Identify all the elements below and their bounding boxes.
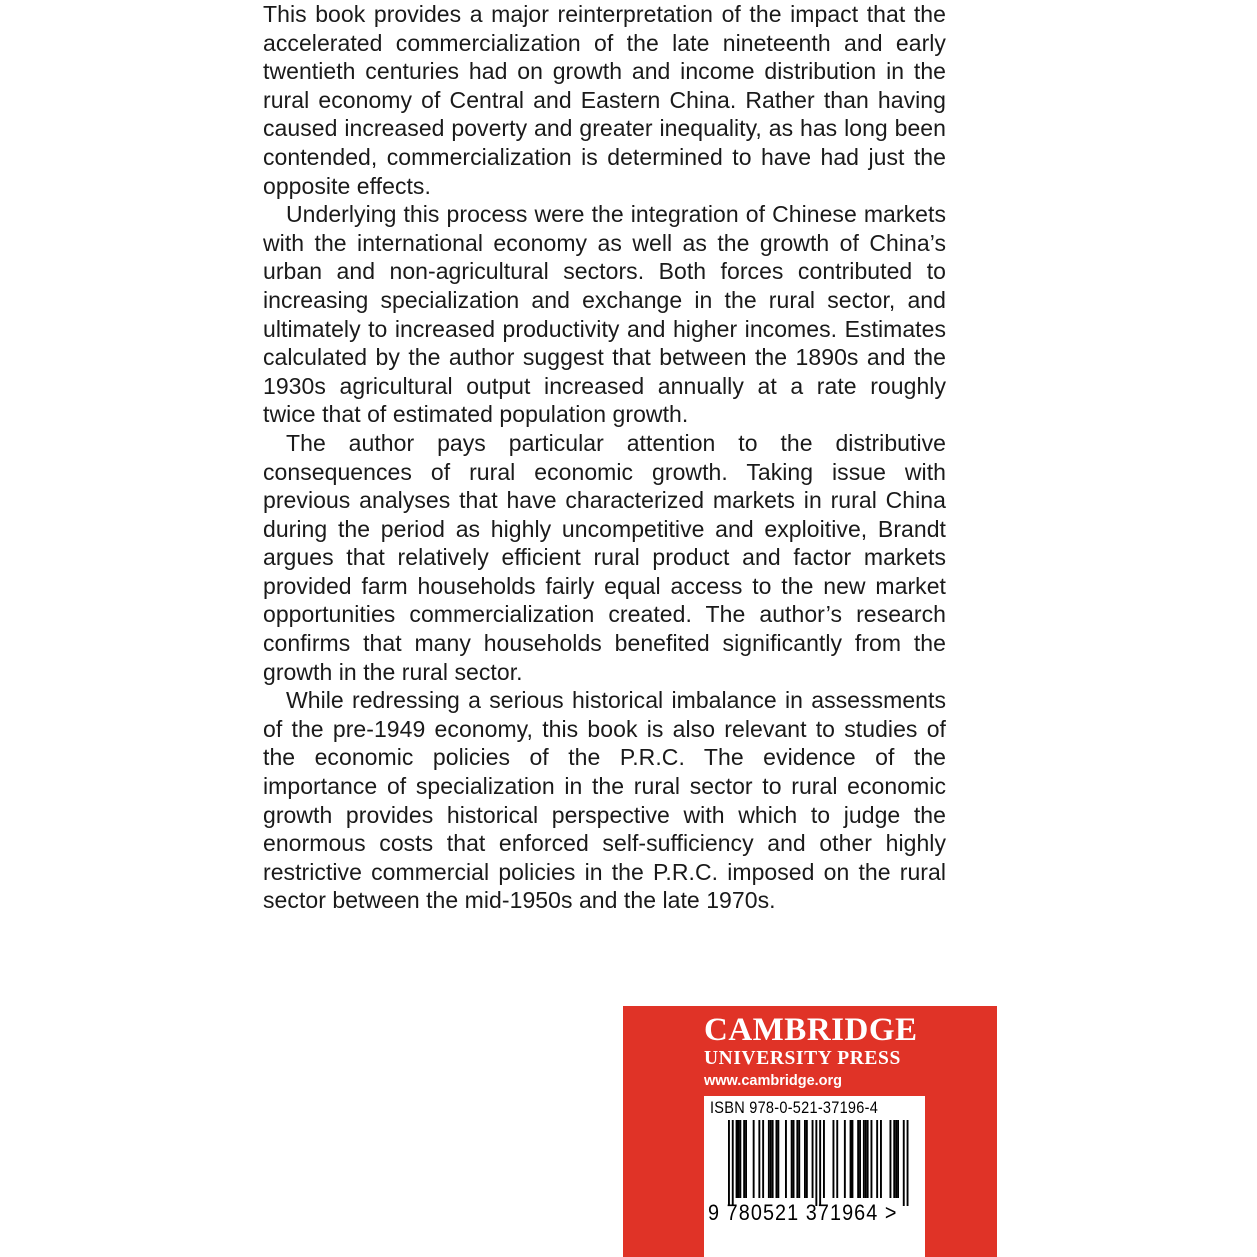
barcode-bar: [836, 1120, 838, 1198]
barcode-digits: 9 780521 371964 >: [708, 1200, 898, 1225]
barcode-bar: [871, 1120, 873, 1198]
barcode-bar: [852, 1120, 854, 1198]
barcode-bar: [833, 1120, 835, 1198]
barcode-bar: [758, 1120, 760, 1198]
barcode-bar: [812, 1120, 814, 1198]
barcode-bar: [895, 1120, 897, 1198]
barcode-bar: [815, 1120, 817, 1206]
barcode-bar: [876, 1120, 878, 1198]
publisher-panel: [623, 1006, 997, 1257]
barcode-bar: [738, 1120, 740, 1198]
barcode-bar: [804, 1120, 806, 1198]
blurb-paragraph-1: This book provides a major reinterpretation of the impact that the accelerated commercialization of the late nineteenth and early twentieth centuries had on growth and income distribution in the rural economy of Central and Eastern China. Rather than having caused increased poverty and greater inequality, as has long been contended, commercialization is determined to have had just the opposite effects.: [263, 1, 946, 199]
blurb-paragraph-3: The author pays particular attention to the distributive consequences of rural economic growth. Taking issue with previous analyses that have characterized markets in rural China during the period as highly uncompetitive and exploitive, Brandt argues that relatively efficient rural product and factor markets provided farm households fairly equal access to the new market opportunities commercialization created. The author’s research confirms that many households benefited significantly from the growth in the rural sector.: [263, 429, 946, 685]
barcode-bar: [907, 1120, 909, 1206]
blurb-paragraph-4: While redressing a serious historical imbalance in assessments of the pre-1949 economy, this book is also relevant to studies of the economic policies of the P.R.C. The evidence of the importance of specialization in the rural sector to rural economic growth provides historical perspective with which to judge the enormous costs that enforced self-sufficiency and other highly restrictive commercial policies in the P.R.C. imposed on the rural sector between the mid-1950s and the late 1970s.: [263, 687, 946, 914]
barcode-bar: [739, 1120, 741, 1198]
barcode-bar: [798, 1120, 800, 1198]
barcode-bar: [770, 1120, 772, 1198]
barcode-bar: [880, 1120, 882, 1198]
barcode-bar: [823, 1120, 825, 1198]
barcode-bar: [819, 1120, 821, 1206]
barcode-bar: [762, 1120, 764, 1198]
barcode-bar: [785, 1120, 787, 1198]
barcode-bar: [728, 1120, 730, 1206]
barcode-bar: [863, 1120, 865, 1198]
publisher-url: www.cambridge.org: [704, 1073, 843, 1089]
barcode-bar: [897, 1120, 899, 1198]
barcode-bar: [857, 1120, 859, 1198]
barcode-bar: [806, 1120, 808, 1198]
barcode-bar: [768, 1120, 770, 1198]
barcode-bar: [793, 1120, 795, 1198]
barcode-bar: [796, 1120, 798, 1198]
barcode-bar: [890, 1120, 892, 1198]
isbn-label: ISBN 978-0-521-37196-4: [710, 1099, 879, 1117]
barcode-panel: [704, 1096, 925, 1257]
barcode-bar: [893, 1120, 895, 1198]
back-cover-blurb: [263, 0, 946, 915]
barcode-bar: [867, 1120, 869, 1198]
barcode-bar: [745, 1120, 747, 1198]
blurb-paragraph-2: Underlying this process were the integration of Chinese markets with the international economy as well as the growth of China’s urban and non-agricultural sectors. Both forces contributed to increasing specialization and exchange in the rural sector, and ultimately to increased productivity and higher incomes. Estimates calculated by the author suggest that between the 1890s and the 1930s agricultural output increased annually at a rate roughly twice that of estimated population growth.: [263, 201, 946, 428]
barcode-bar: [791, 1120, 793, 1198]
barcode-bar: [753, 1120, 755, 1198]
barcode-bar: [732, 1120, 734, 1206]
barcode-icon: [704, 1120, 925, 1206]
barcode-bar: [772, 1120, 774, 1198]
barcode-bar: [844, 1120, 846, 1198]
barcode-bar: [776, 1120, 778, 1198]
publisher-subtitle: UNIVERSITY PRESS: [704, 1048, 901, 1069]
barcode-bar: [865, 1120, 867, 1198]
barcode-bar: [736, 1120, 738, 1198]
barcode-bar: [859, 1120, 861, 1198]
barcode-bar: [903, 1120, 905, 1206]
barcode-bar: [850, 1120, 852, 1198]
publisher-name: CAMBRIDGE: [704, 1012, 918, 1048]
barcode-bar: [743, 1120, 745, 1198]
barcode-bar: [777, 1120, 779, 1198]
